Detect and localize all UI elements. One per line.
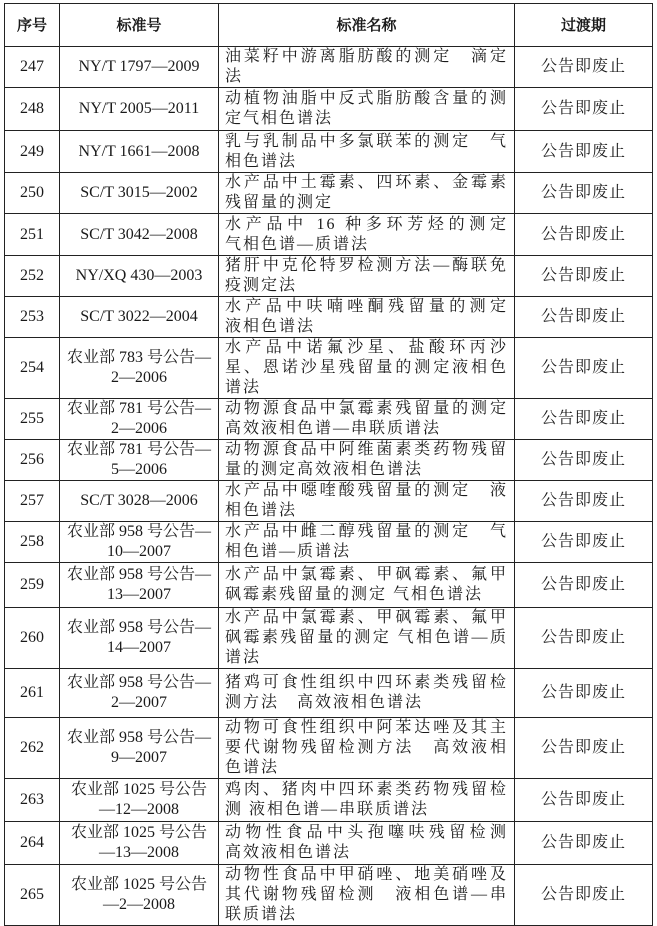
- table-row: [5, 608, 653, 669]
- standard-name: 水产品中噁喹酸残留量的测定 液相色谱法: [219, 481, 515, 522]
- table-row: [5, 822, 653, 865]
- header-no: 序号: [5, 4, 60, 47]
- standard-code: NY/T 1661—2008: [60, 131, 219, 173]
- standard-name: 乳与乳制品中多氯联苯的测定 气相色谱法: [219, 131, 515, 173]
- standard-code: NY/T 1797—2009: [60, 47, 219, 88]
- transition-period: 公告即废止: [515, 779, 653, 822]
- transition-period: 公告即废止: [515, 256, 653, 297]
- standard-code: NY/XQ 430—2003: [60, 256, 219, 297]
- header-period: 过渡期: [515, 4, 653, 47]
- standard-name: 水产品中雌二醇残留量的测定 气相色谱—质谱法: [219, 522, 515, 563]
- row-number: 249: [5, 131, 60, 173]
- table-row: [5, 256, 653, 297]
- standard-code: 农业部 783 号公告—2—2006: [60, 338, 219, 399]
- table-row: [5, 481, 653, 522]
- standard-name: 动物源食品中阿维菌素类药物残留量的测定高效液相色谱法: [219, 440, 515, 481]
- row-number: 247: [5, 47, 60, 88]
- standard-name: 水产品中呋喃唑酮残留量的测定 液相色谱法: [219, 297, 515, 338]
- row-number: 263: [5, 779, 60, 822]
- table-row: [5, 563, 653, 608]
- standard-name: 油菜籽中游离脂肪酸的测定 滴定法: [219, 47, 515, 88]
- transition-period: 公告即废止: [515, 481, 653, 522]
- row-number: 261: [5, 669, 60, 718]
- standard-code: 农业部 781 号公告—5—2006: [60, 440, 219, 481]
- standard-code: NY/T 2005—2011: [60, 88, 219, 131]
- standard-code: 农业部 958 号公告—10—2007: [60, 522, 219, 563]
- transition-period: 公告即废止: [515, 440, 653, 481]
- row-number: 258: [5, 522, 60, 563]
- standard-name: 动物性食品中头孢噻呋残留检测 高效液相色谱法: [219, 822, 515, 865]
- table-row: [5, 173, 653, 214]
- table-row: [5, 669, 653, 718]
- row-number: 253: [5, 297, 60, 338]
- transition-period: 公告即废止: [515, 47, 653, 88]
- standard-name: 动物性食品中甲硝唑、地美硝唑及其代谢物残留检测 液相色谱—串联质谱法: [219, 865, 515, 926]
- row-number: 262: [5, 718, 60, 779]
- table-row: [5, 297, 653, 338]
- transition-period: 公告即废止: [515, 131, 653, 173]
- table-row: [5, 399, 653, 440]
- transition-period: 公告即废止: [515, 338, 653, 399]
- standard-code: 农业部 958 号公告—14—2007: [60, 608, 219, 669]
- table-row: [5, 214, 653, 256]
- transition-period: 公告即废止: [515, 297, 653, 338]
- row-number: 259: [5, 563, 60, 608]
- standard-code: 农业部 1025 号公告—12—2008: [60, 779, 219, 822]
- row-number: 256: [5, 440, 60, 481]
- header-code: 标准号: [60, 4, 219, 47]
- standards-table: [4, 3, 653, 926]
- standard-name: 鸡肉、猪肉中四环素类药物残留检测 液相色谱—串联质谱法: [219, 779, 515, 822]
- standard-name: 猪鸡可食性组织中四环素类残留检测方法 高效液相色谱法: [219, 669, 515, 718]
- standard-name: 动物源食品中氯霉素残留量的测定高效液相色谱—串联质谱法: [219, 399, 515, 440]
- table-row: [5, 779, 653, 822]
- table-row: [5, 88, 653, 131]
- transition-period: 公告即废止: [515, 88, 653, 131]
- standard-name: 水产品中诺氟沙星、盐酸环丙沙星、恩诺沙星残留量的测定液相色谱法: [219, 338, 515, 399]
- standard-name: 水产品中氯霉素、甲砜霉素、氟甲砜霉素残留量的测定 气相色谱—质谱法: [219, 608, 515, 669]
- table-row: [5, 865, 653, 926]
- standard-code: 农业部 958 号公告—9—2007: [60, 718, 219, 779]
- transition-period: 公告即废止: [515, 173, 653, 214]
- table-row: [5, 131, 653, 173]
- transition-period: 公告即废止: [515, 563, 653, 608]
- row-number: 251: [5, 214, 60, 256]
- transition-period: 公告即废止: [515, 608, 653, 669]
- standard-name: 猪肝中克伦特罗检测方法—酶联免疫测定法: [219, 256, 515, 297]
- transition-period: 公告即废止: [515, 399, 653, 440]
- row-number: 255: [5, 399, 60, 440]
- transition-period: 公告即废止: [515, 822, 653, 865]
- row-number: 248: [5, 88, 60, 131]
- table-row: [5, 338, 653, 399]
- standard-code: SC/T 3022—2004: [60, 297, 219, 338]
- standard-code: 农业部 1025 号公告—13—2008: [60, 822, 219, 865]
- standard-code: 农业部 781 号公告—2—2006: [60, 399, 219, 440]
- standard-name: 水产品中土霉素、四环素、金霉素残留量的测定: [219, 173, 515, 214]
- standard-code: 农业部 958 号公告—2—2007: [60, 669, 219, 718]
- standard-name: 水产品中氯霉素、甲砜霉素、氟甲砜霉素残留量的测定 气相色谱法: [219, 563, 515, 608]
- standard-name: 动植物油脂中反式脂肪酸含量的测定气相色谱法: [219, 88, 515, 131]
- standard-code: SC/T 3015—2002: [60, 173, 219, 214]
- standard-code: 农业部 958 号公告—13—2007: [60, 563, 219, 608]
- standard-name: 水产品中 16 种多环芳烃的测定 气相色谱—质谱法: [219, 214, 515, 256]
- row-number: 260: [5, 608, 60, 669]
- transition-period: 公告即废止: [515, 522, 653, 563]
- transition-period: 公告即废止: [515, 865, 653, 926]
- row-number: 257: [5, 481, 60, 522]
- standard-name: 动物可食性组织中阿苯达唑及其主要代谢物残留检测方法 高效液相色谱法: [219, 718, 515, 779]
- standard-code: SC/T 3028—2006: [60, 481, 219, 522]
- row-number: 264: [5, 822, 60, 865]
- row-number: 250: [5, 173, 60, 214]
- row-number: 252: [5, 256, 60, 297]
- transition-period: 公告即废止: [515, 718, 653, 779]
- standard-code: SC/T 3042—2008: [60, 214, 219, 256]
- transition-period: 公告即废止: [515, 669, 653, 718]
- row-number: 265: [5, 865, 60, 926]
- header-row: [5, 4, 653, 47]
- header-name: 标准名称: [219, 4, 515, 47]
- transition-period: 公告即废止: [515, 214, 653, 256]
- table-row: [5, 718, 653, 779]
- standard-code: 农业部 1025 号公告—2—2008: [60, 865, 219, 926]
- table-row: [5, 440, 653, 481]
- table-row: [5, 47, 653, 88]
- table-row: [5, 522, 653, 563]
- row-number: 254: [5, 338, 60, 399]
